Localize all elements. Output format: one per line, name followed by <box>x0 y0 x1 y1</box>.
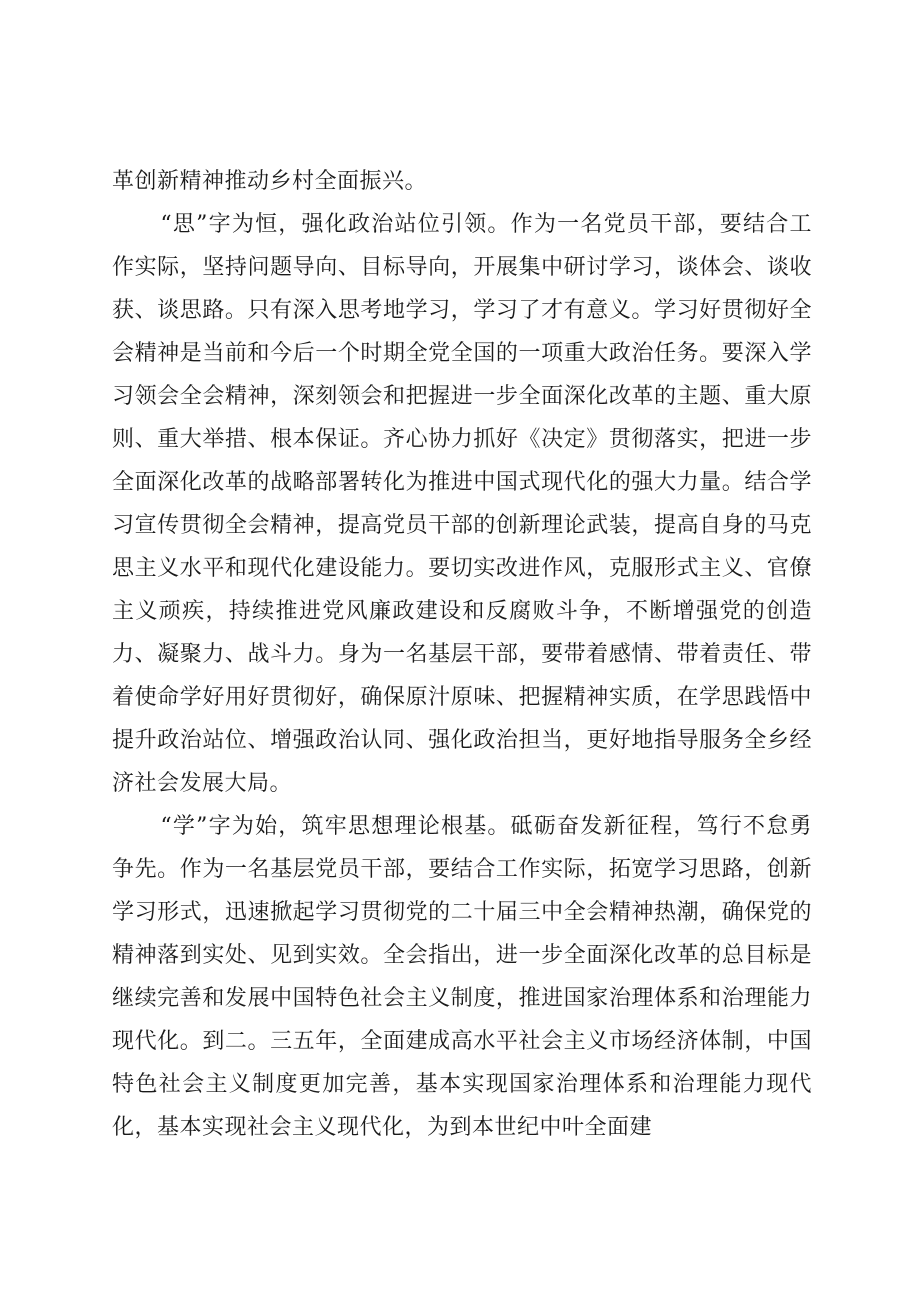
paragraph-xue: “学”字为始，筑牢思想理论根基。砥砺奋发新征程，笃行不怠勇争先。作为一名基层党员干部，要结合工作实际，拓宽学习思路，创新学习形式，迅速掀起学习贯彻党的二十届三中全会精神热潮，确保党的精神落到实处、见到实效。全会指出，进一步全面深化改革的总目标是继续完善和发展中国特色社会主义制度，推进国家治理体系和治理能力现代化。到二。三五年，全面建成高水平社会主义市场经济体制，中国特色社会主义制度更加完善，基本实现国家治理体系和治理能力现代化，基本实现社会主义现代化，为到本世纪中叶全面建 <box>112 814 812 1140</box>
document-body <box>112 160 812 1149</box>
paragraph-continuation: 革创新精神推动乡村全面振兴。 <box>112 169 428 194</box>
paragraph-si: “思”字为恒，强化政治站位引领。作为一名党员干部，要结合工作实际，坚持问题导向、目标导向，开展集中研讨学习，谈体会、谈收获、谈思路。只有深入思考地学习，学习了才有意义。学习好贯彻好全会精神是当前和今后一个时期全党全国的一项重大政治任务。要深入学习领会全会精神，深刻领会和把握进一步全面深化改革的主题、重大原则、重大举措、根本保证。齐心协力抓好《决定》贯彻落实，把进一步全面深化改革的战略部署转化为推进中国式现代化的强大力量。结合学习宣传贯彻全会精神，提高党员干部的创新理论武装，提高自身的马克思主义水平和现代化建设能力。要切实改进作风，克服形式主义、官僚主义顽疾，持续推进党风廉政建设和反腐败斗争，不断增强党的创造力、凝聚力、战斗力。身为一名基层干部，要带着感情、带着责任、带着使命学好用好贯彻好，确保原汁原味、把握精神实质，在学思践悟中提升政治站位、增强政治认同、强化政治担当，更好地指导服务全乡经济社会发展大局。 <box>112 212 812 796</box>
